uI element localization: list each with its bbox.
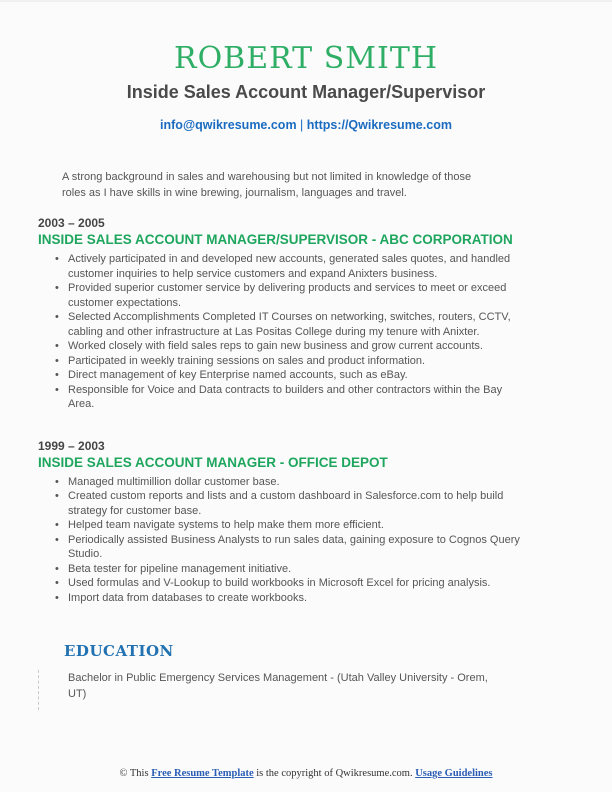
education-section xyxy=(0,642,612,702)
job-bullet: • Managed multimillion dollar customer base. xyxy=(68,475,523,490)
education-dashed-rule xyxy=(38,670,39,710)
education-item: Bachelor in Public Emergency Services Management - (Utah Valley University - Orem, UT) xyxy=(68,672,488,700)
job-bullet: • Helped team navigate systems to help make them more efficient. xyxy=(68,518,523,533)
experience-entry-office-depot xyxy=(38,439,562,606)
contact-line xyxy=(0,118,612,133)
experience-entry-abc-corporation xyxy=(38,216,562,412)
job-bullet: • Provided superior customer service by delivering products and services to meet or exceed customer expectations. xyxy=(68,281,523,310)
page-footer xyxy=(0,767,612,780)
job-bullet: • Created custom reports and lists and a custom dashboard in Salesforce.com to help build strategy for customer base. xyxy=(68,489,523,518)
job-bullet: • Direct management of key Enterprise named accounts, such as eBay. xyxy=(68,368,523,383)
footer-text-middle: is the copyright of Qwikresume.com. xyxy=(253,768,416,779)
free-resume-template-link[interactable]: Free Resume Template xyxy=(151,768,254,779)
job-bullet: • Import data from databases to create workbooks. xyxy=(68,591,523,606)
contact-separator: | xyxy=(296,118,307,132)
usage-guidelines-link[interactable]: Usage Guidelines xyxy=(415,768,493,779)
job-bullet: • Participated in weekly training sessions on sales and product information. xyxy=(68,354,523,369)
job-heading: INSIDE SALES ACCOUNT MANAGER - OFFICE DEPOT xyxy=(38,454,388,470)
job-heading: INSIDE SALES ACCOUNT MANAGER/SUPERVISOR - ABC CORPORATION xyxy=(38,232,513,247)
job-bullet-list xyxy=(38,252,562,412)
candidate-title: Inside Sales Account Manager/Supervisor xyxy=(126,82,486,102)
website-link[interactable]: https://Qwikresume.com xyxy=(306,118,452,132)
candidate-name: ROBERT SMITH xyxy=(173,41,439,76)
resume-header xyxy=(0,2,612,133)
job-bullet: • Used formulas and V-Lookup to build workbooks in Microsoft Excel for pricing analysis. xyxy=(68,576,523,591)
job-dates: 2003 – 2005 xyxy=(38,216,105,230)
job-bullet-list xyxy=(38,475,562,606)
summary-paragraph: A strong background in sales and warehousing but not limited in knowledge of those roles as I have skills in wine brewing, journalism, languages and travel. xyxy=(62,171,472,199)
job-dates: 1999 – 2003 xyxy=(38,438,105,453)
job-bullet: • Beta tester for pipeline management initiative. xyxy=(68,562,523,577)
job-bullet: • Actively participated in and developed new accounts, generated sales quotes, and handled customer inquiries to help service customers and expand Anixters business. xyxy=(68,252,523,281)
footer-text-prefix: © This xyxy=(119,768,152,779)
job-bullet: • Worked closely with field sales reps to gain new business and grow current accounts. xyxy=(68,339,523,354)
email-link[interactable]: info@qwikresume.com xyxy=(160,118,297,132)
education-heading: EDUCATION xyxy=(64,642,174,660)
job-bullet: • Selected Accomplishments Completed IT Courses on networking, switches, routers, CCTV, cabling and other infrastructure at Las Positas College during my tenure with Anixter. xyxy=(68,310,523,339)
job-bullet: • Periodically assisted Business Analysts to run sales data, gaining exposure to Cognos Query Studio. xyxy=(68,533,523,562)
job-bullet: • Responsible for Voice and Data contracts to builders and other contractors within the Bay Area. xyxy=(68,383,523,412)
